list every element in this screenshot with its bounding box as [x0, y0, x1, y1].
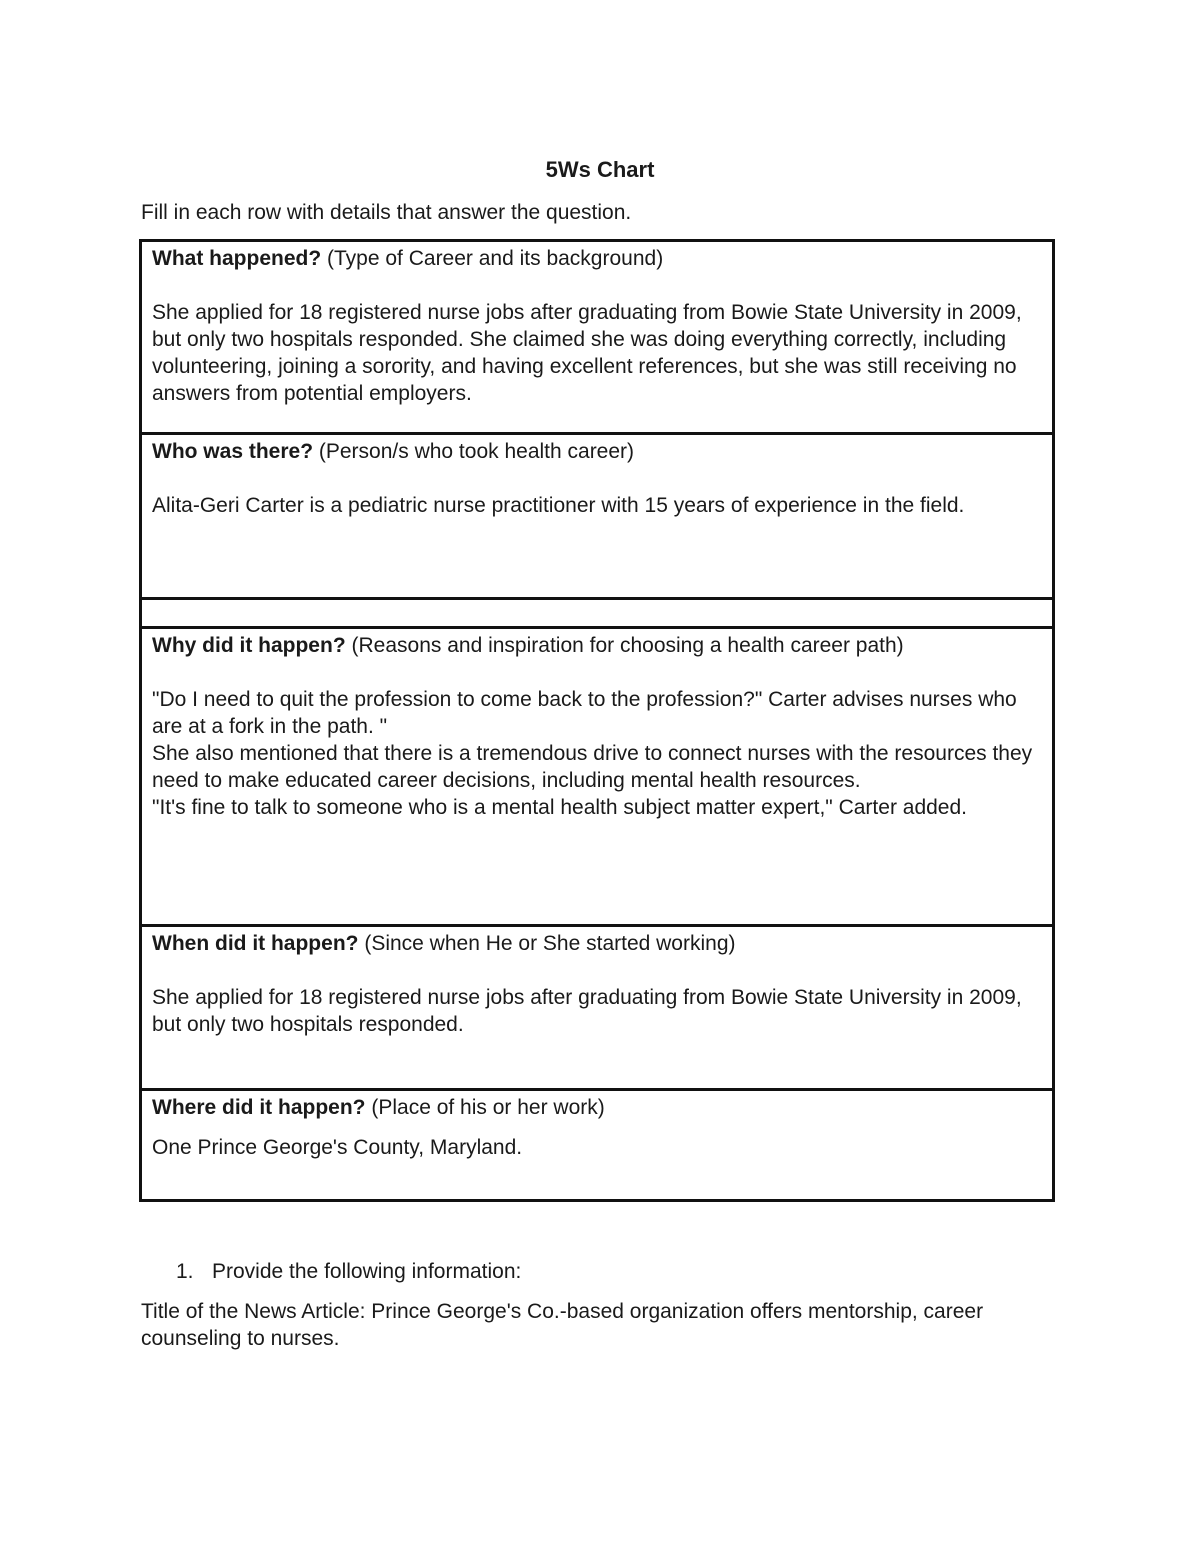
row-answer	[152, 984, 1042, 1038]
answer-paragraph: She also mentioned that there is a tremendous drive to connect nurses with the resources they need to make educated career decisions, including mental health resources.	[152, 742, 1033, 792]
list-text: Provide the following information:	[212, 1260, 522, 1283]
row-hint: (Type of Career and its background)	[327, 247, 664, 270]
table-row-what	[142, 242, 1052, 432]
row-question-line	[152, 1094, 1042, 1121]
row-question: What happened?	[152, 247, 322, 270]
five-ws-table	[139, 239, 1055, 1202]
row-hint: (Reasons and inspiration for choosing a health career path)	[351, 634, 904, 657]
instruction-text: Fill in each row with details that answer the question.	[141, 201, 632, 224]
answer-paragraph: "It's fine to talk to someone who is a mental health subject matter expert," Carter added.	[152, 796, 968, 819]
answer-paragraph: She applied for 18 registered nurse jobs after graduating from Bowie State University in 2009, but only two hospitals responded.	[152, 986, 1022, 1036]
row-question: When did it happen?	[152, 932, 359, 955]
row-question-line	[152, 438, 1042, 465]
table-row-when	[142, 924, 1052, 1088]
row-hint: (Since when He or She started working)	[364, 932, 736, 955]
table-row-where	[142, 1088, 1052, 1199]
table-row-why	[142, 626, 1052, 924]
table-row-empty	[142, 597, 1052, 626]
table-row-who	[142, 432, 1052, 597]
row-hint: (Place of his or her work)	[371, 1096, 605, 1119]
row-answer	[152, 299, 1042, 407]
row-question-line	[152, 930, 1042, 957]
row-answer	[152, 492, 1042, 519]
row-question-line	[152, 245, 1042, 272]
row-question: Why did it happen?	[152, 634, 346, 657]
numbered-list-item	[176, 1257, 521, 1287]
row-question-line	[152, 632, 1042, 659]
row-answer	[152, 686, 1042, 821]
page-title: 5Ws Chart	[545, 157, 655, 182]
row-question: Who was there?	[152, 440, 314, 463]
answer-paragraph: She applied for 18 registered nurse jobs after graduating from Bowie State University in 2009, but only two hospitals responded. She claimed she was doing everything correctly, including volunteering, joining a sorority, and having excellent references, but she was still receiving no answers from potential employers.	[152, 301, 1022, 405]
article-title-text: Title of the News Article: Prince George's Co.-based organization offers mentorship, career counseling to nurses.	[141, 1300, 984, 1350]
row-question: Where did it happen?	[152, 1096, 366, 1119]
answer-paragraph: Alita-Geri Carter is a pediatric nurse practitioner with 15 years of experience in the field.	[152, 494, 965, 517]
answer-paragraph: One Prince George's County, Maryland.	[152, 1136, 523, 1159]
list-number: 1.	[176, 1260, 194, 1283]
row-hint: (Person/s who took health career)	[318, 440, 635, 463]
answer-paragraph: "Do I need to quit the profession to come back to the profession?" Carter advises nurses who are at a fork in the path. "	[152, 688, 1017, 738]
row-answer	[152, 1134, 1042, 1161]
